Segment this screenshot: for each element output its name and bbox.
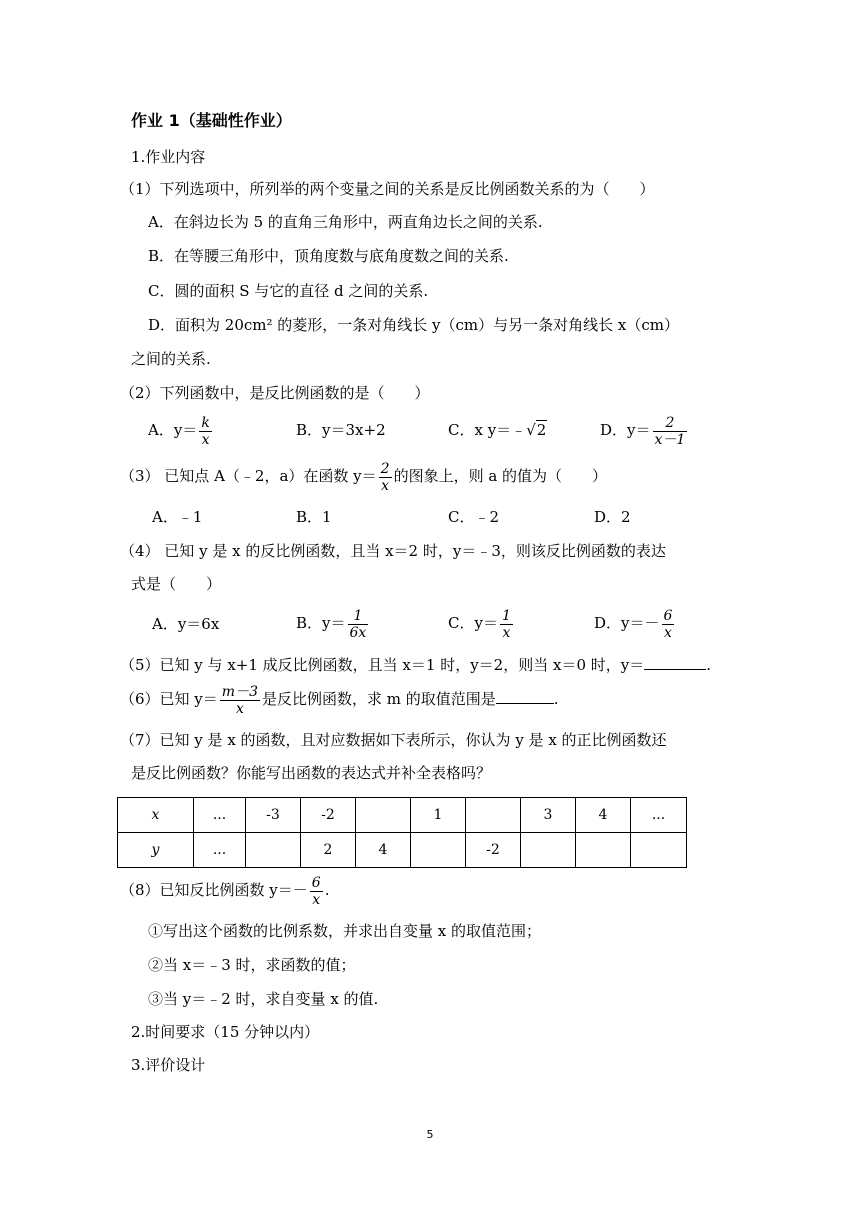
q3-option-a: A．﹣1 [152,508,203,526]
table-cell: -2 [466,833,521,868]
table-cell: ... [194,798,246,833]
q2-option-c: C．x y＝﹣√2 [448,421,547,439]
table-cell [411,833,466,868]
q4-option-c: C．y＝ $\frac{1}{x}$ [448,607,511,641]
q8-item-3: ③当 y＝﹣2 时，求自变量 x 的值. [148,990,379,1008]
table-cell: 4 [576,798,631,833]
q3-option-c: C．﹣2 [448,508,500,526]
section-evaluation-design: 3.评价设计 [131,1056,206,1074]
q2-option-d: D．y＝ $\frac{2}{x-1}$ [600,414,686,448]
table-cell: 4 [356,833,411,868]
q8-stem: （8）已知反比例函数 y＝－ $\frac{6}{x}$ . [120,874,330,908]
q1-stem: （1）下列选项中，所列举的两个变量之间的关系是反比例函数关系的为（ ） [120,180,655,198]
table-cell: -3 [246,798,301,833]
assignment-heading: 作业 1（基础性作业） [131,111,292,130]
table-cell [356,798,411,833]
q2-option-b: B．y＝3x+2 [296,421,386,439]
table-cell [466,798,521,833]
table-row-y [118,833,687,868]
q8-item-1: ①写出这个函数的比例系数，并求出自变量 x 的取值范围； [148,922,541,940]
q4-option-a: A．y＝6x [152,615,220,633]
table-cell: 3 [521,798,576,833]
xy-data-table [117,797,687,868]
q4-option-b: B．y＝ $\frac{1}{6x}$ [296,607,367,641]
q2-stem: （2）下列函数中，是反比例函数的是（ ） [120,384,430,402]
q5-stem: （5）已知 y 与 x+1 成反比例函数，且当 x＝1 时，y＝2，则当 x＝0 时，y＝ . [120,653,711,676]
table-cell: ... [194,833,246,868]
q2-option-a: A．y＝ $\frac{k}{x}$ [148,414,210,448]
q4-stem: （4） 已知 y 是 x 的反比例函数，且当 x＝2 时，y＝﹣3，则该反比例函数的表达 [120,542,666,560]
q3-stem: （3） 已知点 A（﹣2，a）在函数 y＝ $\frac{2}{x}$ 的图象上，则 a 的值为（ ） [120,460,608,494]
q6-answer-blank[interactable] [496,687,554,704]
table-cell [631,833,687,868]
q3-option-b: B．1 [296,508,332,526]
section-content-title: 1.作业内容 [131,148,206,166]
table-cell [576,833,631,868]
q4-stem-cont: 式是（ ） [131,575,222,593]
q1-option-c: C．圆的面积 S 与它的直径 d 之间的关系. [148,282,429,300]
table-cell: -2 [301,798,356,833]
q1-option-a: A．在斜边长为 5 的直角三角形中，两直角边长之间的关系. [148,213,543,231]
q1-option-b: B．在等腰三角形中，顶角度数与底角度数之间的关系. [148,247,509,265]
table-cell: 1 [411,798,466,833]
section-time-requirement: 2.时间要求（15 分钟以内） [131,1023,320,1041]
q1-option-d-cont: 之间的关系. [131,350,211,368]
q3-option-d: D．2 [594,508,631,526]
q8-item-2: ②当 x＝﹣3 时，求函数的值； [148,956,356,974]
q4-option-d: D．y＝－ $\frac{6}{x}$ [594,607,673,641]
table-cell: 2 [301,833,356,868]
page-number: 5 [426,1128,434,1141]
table-cell: y [118,833,194,868]
table-cell: x [118,798,194,833]
q7-stem-cont: 是反比例函数？你能写出函数的表达式并补全表格吗？ [131,764,492,782]
q6-stem: （6）已知 y＝ $\frac{m-3}{x}$ 是反比例函数，求 m 的取值范围是 . [120,683,559,717]
table-row-x [118,798,687,833]
table-cell [246,833,301,868]
q1-option-d: D．面积为 20cm² 的菱形，一条对角线长 y（cm）与另一条对角线长 x（cm） [148,316,680,334]
table-cell [521,833,576,868]
q5-answer-blank[interactable] [644,653,706,670]
q7-stem: （7）已知 y 是 x 的函数，且对应数据如下表所示，你认为 y 是 x 的正比例函数还 [120,731,667,749]
table-cell: ... [631,798,687,833]
